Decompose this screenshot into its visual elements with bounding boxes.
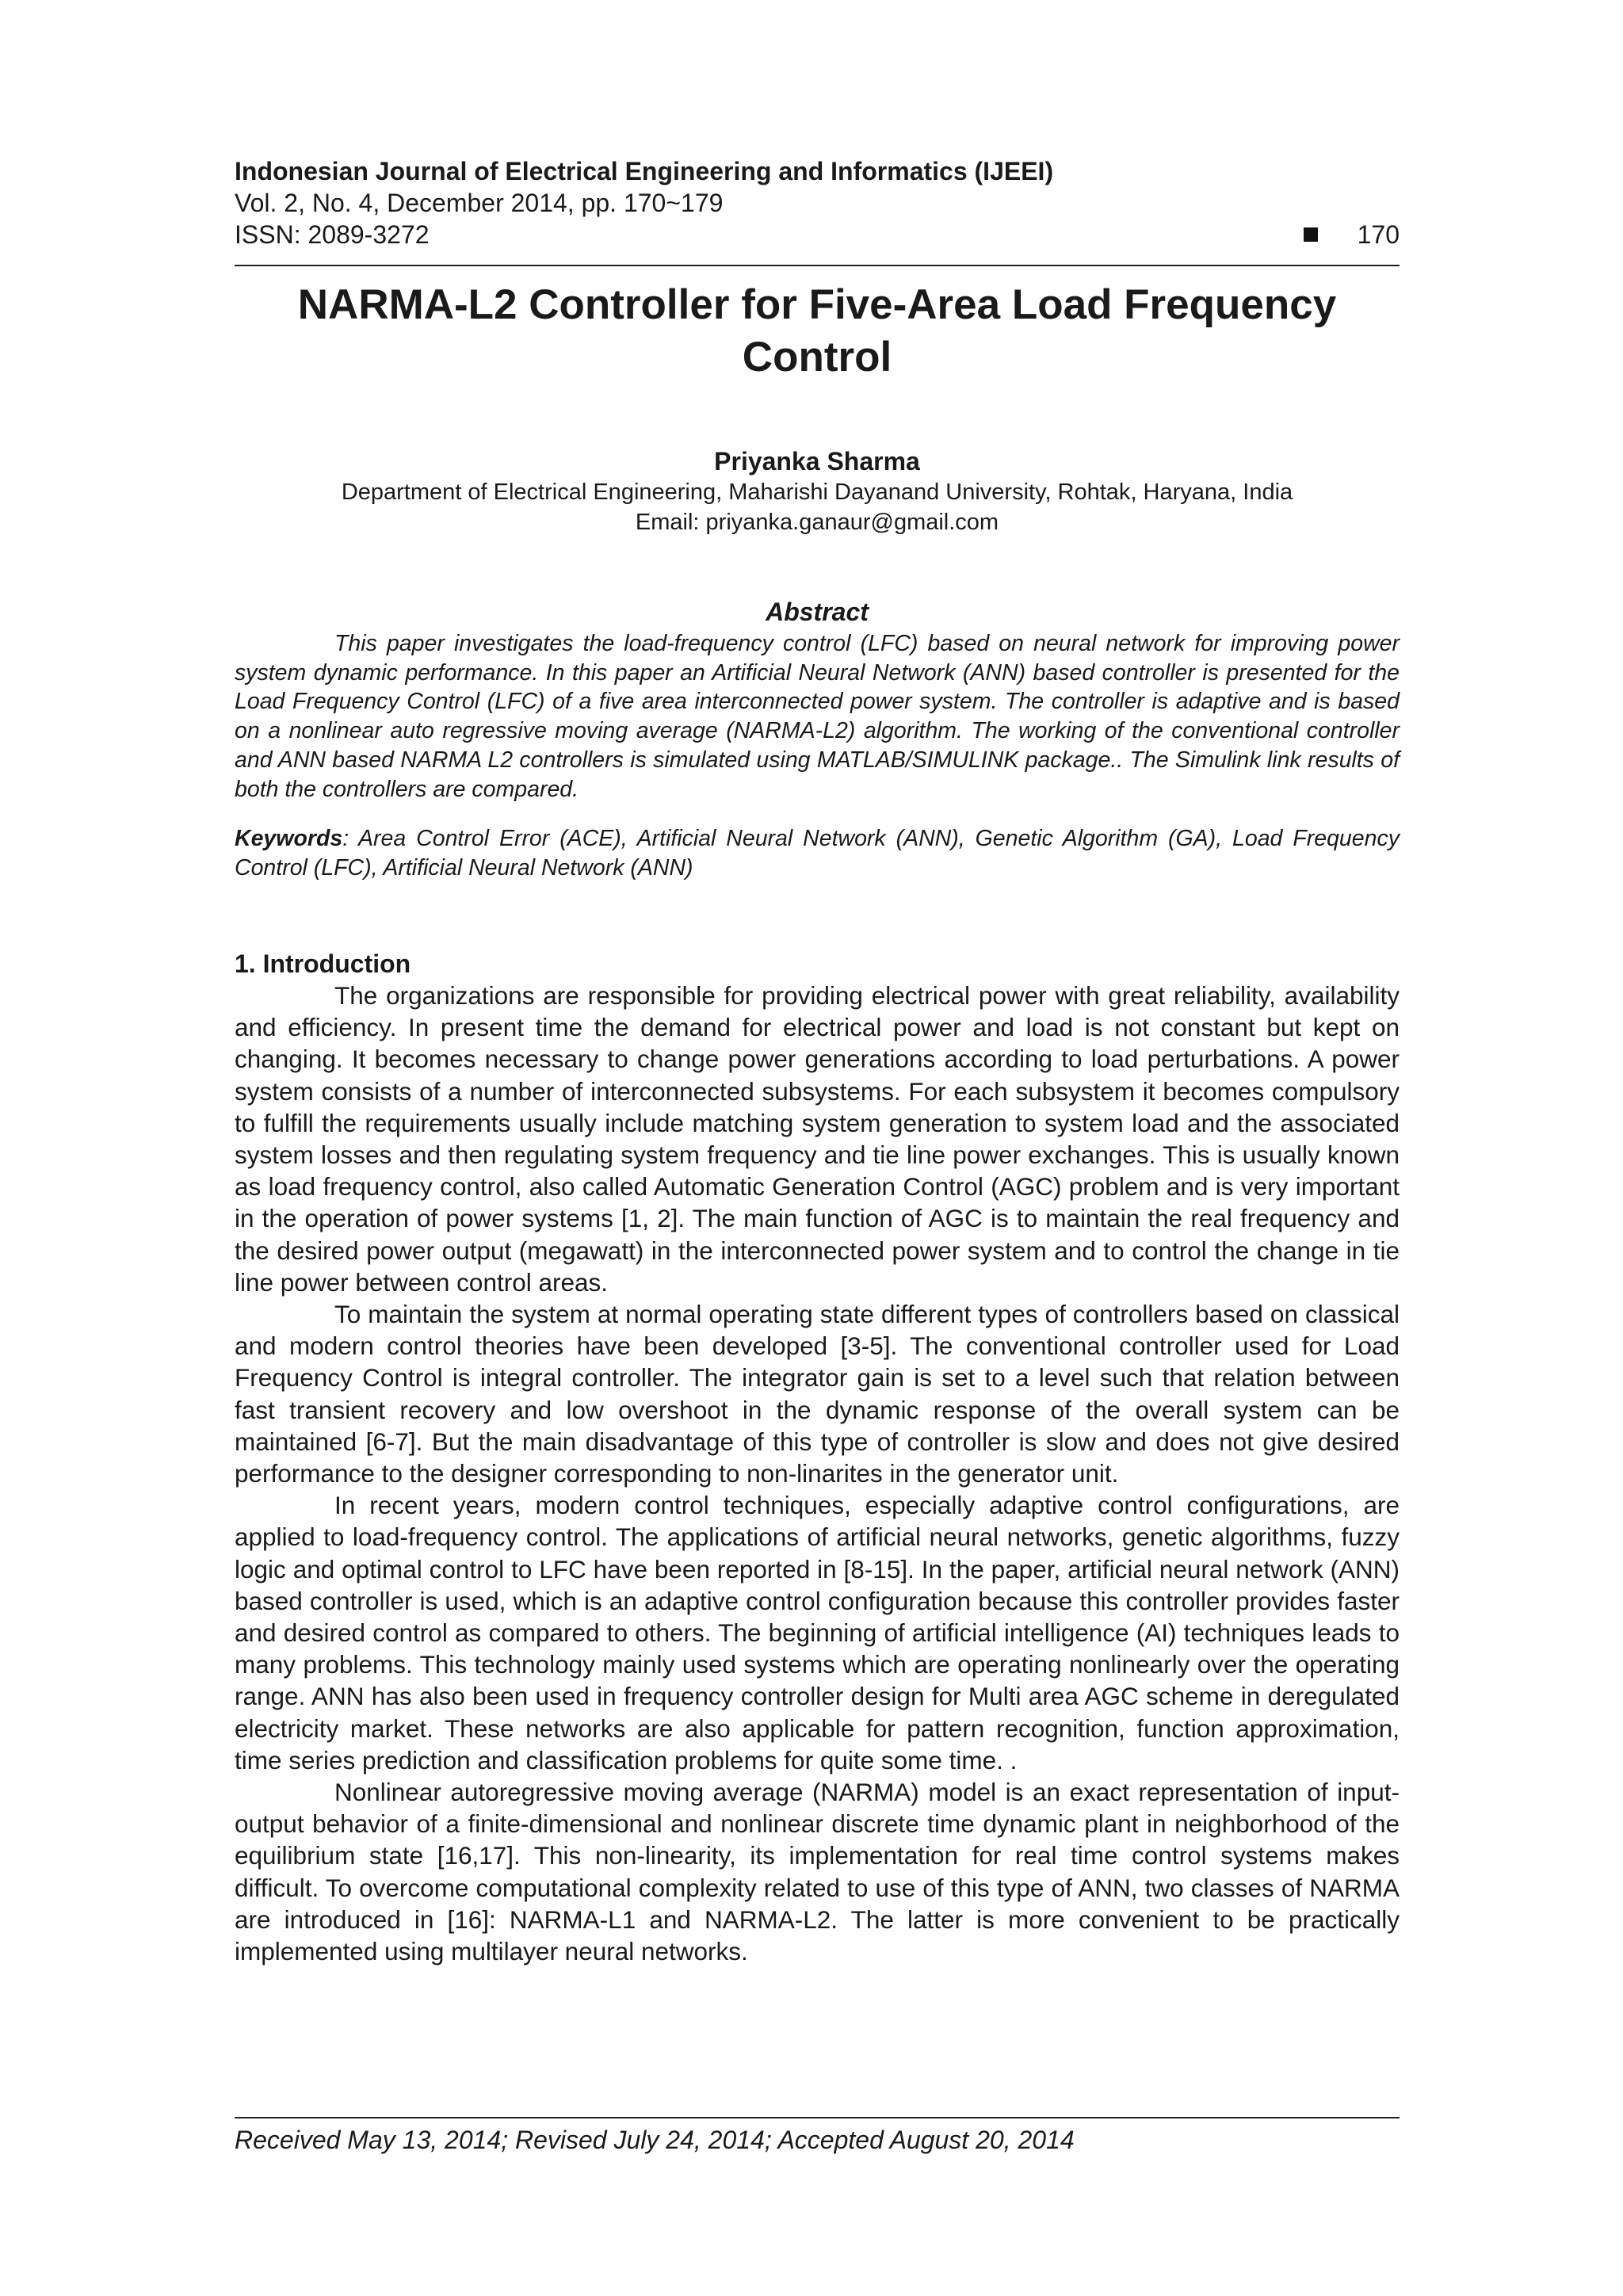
header-rule <box>235 265 1400 266</box>
author-block <box>235 445 1400 537</box>
author-name: Priyanka Sharma <box>714 447 920 476</box>
page-number-value: 170 <box>1357 220 1400 249</box>
square-bullet-icon <box>1304 227 1318 242</box>
paper-title: NARMA-L2 Controller for Five-Area Load Frequency Control <box>297 281 1337 380</box>
received-dates: Received May 13, 2014; Revised July 24, 2014; Accepted August 20, 2014 <box>235 2126 1075 2154</box>
abstract-text: This paper investigates the load-frequency control (LFC) based on neural network for improving power system dynamic performance. In this paper an Artificial Neural Network (ANN) based controller is presented for the Load Frequency Control (LFC) of a five area interconnected power system. The controller is adaptive and is based on a nonlinear auto regressive moving average (NARMA-L2) algorithm. The working of the conventional controller and ANN based NARMA L2 controllers is simulated using MATLAB/SIMULINK package.. The Simulink link results of both the controllers are compared. <box>235 631 1400 802</box>
journal-name: Indonesian Journal of Electrical Engineering and Informatics (IJEEI) <box>235 157 1054 185</box>
keywords-text: : Area Control Error (ACE), Artificial Neural Network (ANN), Genetic Algorithm (GA), Load Frequency Control (LFC), Artificial Neural Network (ANN) <box>235 826 1400 881</box>
paragraph: In recent years, modern control techniques, especially adaptive control configurations, are applied to load-frequency control. The applications of artificial neural networks, genetic algorithms, fuzzy logic and optimal control to LFC have been reported in [8-15]. In the paper, artificial neural network (ANN) based controller is used, which is an adaptive control configuration because this controller provides faster and desired control as compared to others. The beginning of artificial intelligence (AI) techniques leads to many problems. This technology mainly used systems which are operating nonlinearly over the operating range. ANN has also been used in frequency controller design for Multi area AGC scheme in deregulated electricity market. These networks are also applicable for pattern recognition, function approximation, time series prediction and classification problems for quite some time. . <box>235 1491 1400 1775</box>
page-number <box>1304 219 1400 250</box>
volume-info: Vol. 2, No. 4, December 2014, pp. 170~179 <box>235 189 724 217</box>
footer-rule <box>235 2117 1400 2118</box>
paragraph: The organizations are responsible for providing electrical power with great reliability, availability and efficiency. In present time the demand for electrical power and load is not constant but kept on changing. It becomes necessary to change power generations according to load perturbations. A power system consists of a number of interconnected subsystems. For each subsystem it becomes compulsory to fulfill the requirements usually include matching system generation to system load and the associated system losses and then regulating system frequency and tie line power exchanges. This is usually known as load frequency control, also called Automatic Generation Control (AGC) problem and is very important in the operation of power systems [1, 2]. The main function of AGC is to maintain the real frequency and the desired power output (megawatt) in the interconnected power system and to control the change in tie line power between control areas. <box>235 981 1400 1297</box>
issn-row <box>235 219 1400 250</box>
issn: ISSN: 2089-3272 <box>235 220 430 249</box>
keywords-label: Keywords <box>235 826 343 851</box>
paragraph: Nonlinear autoregressive moving average (NARMA) model is an exact representation of input-output behavior of a finite-dimensional and nonlinear discrete time dynamic plant in neighborhood of the equilibrium state [16,17]. This non-linearity, its implementation for real time control systems makes difficult. To overcome computational complexity related to use of this type of ANN, two classes of NARMA are introduced in [16]: NARMA-L1 and NARMA-L2. The latter is more convenient to be practically implemented using multilayer neural networks. <box>235 1778 1400 1966</box>
abstract-heading: Abstract <box>766 598 869 626</box>
paragraph: To maintain the system at normal operating state different types of controllers based on classical and modern control theories have been developed [3-5]. The conventional controller used for Load Frequency Control is integral controller. The integrator gain is set to a level such that relation between fast transient recovery and low overshoot in the dynamic response of the overall system can be maintained [6-7]. But the main disadvantage of this type of controller is slow and does not give desired performance to the designer corresponding to non-linarites in the generator unit. <box>235 1300 1400 1488</box>
page-header <box>235 155 1400 250</box>
author-affiliation: Department of Electrical Engineering, Maharishi Dayanand University, Rohtak, Haryana, India <box>341 479 1293 505</box>
section-heading-introduction: 1. Introduction <box>235 949 411 978</box>
introduction-body <box>235 980 1400 1967</box>
author-email: Email: priyanka.ganaur@gmail.com <box>635 510 999 535</box>
keywords <box>235 824 1400 882</box>
